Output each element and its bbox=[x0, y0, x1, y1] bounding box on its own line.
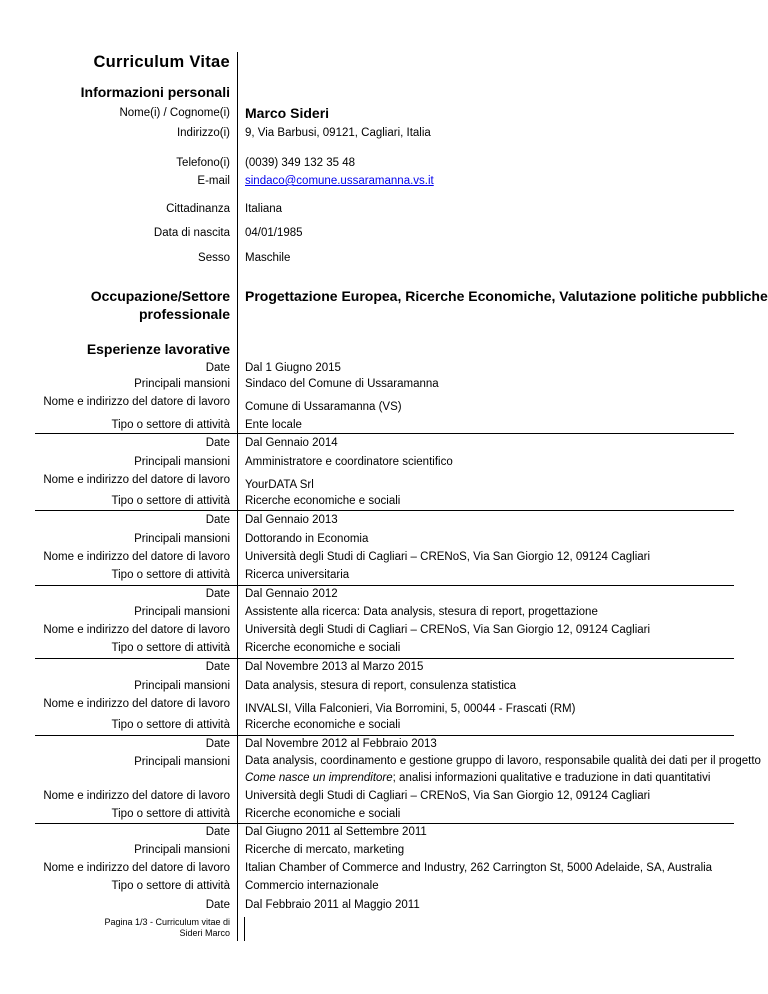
entry-divider bbox=[35, 585, 237, 586]
full-name: Marco Sideri bbox=[245, 105, 330, 121]
footer-divider bbox=[244, 917, 245, 941]
entry6-date: Dal Novembre 2012 al Febbraio 2013 bbox=[245, 738, 437, 750]
occupation-label bbox=[91, 287, 230, 323]
entry3-employer: Università degli Studi di Cagliari – CRENoS, Via San Giorgio 12, 09124 Cagliari bbox=[245, 551, 651, 563]
entry6-duties-line2-rest: ; analisi informazioni qualitative e traduzione in dati quantitativi bbox=[392, 772, 711, 784]
entry6-duties bbox=[245, 753, 761, 787]
entry-divider bbox=[238, 433, 734, 434]
entry5-employer: INVALSI, Villa Falconieri, Via Borromini, 5, 00044 - Frascati (RM) bbox=[245, 703, 576, 715]
sex-value: Maschile bbox=[245, 252, 291, 264]
entry6-duties-label: Principali mansioni bbox=[134, 756, 230, 768]
entry6-duties-line2 bbox=[245, 770, 761, 787]
entry6-sector-label: Tipo o settore di attività bbox=[111, 808, 230, 820]
entry4-date-label: Date bbox=[205, 588, 230, 600]
entry7-sector-label: Tipo o settore di attività bbox=[111, 880, 230, 892]
project-title: Come nasce un imprenditore bbox=[245, 772, 393, 784]
entry5-sector-label: Tipo o settore di attività bbox=[111, 719, 230, 731]
entry2-sector-label: Tipo o settore di attività bbox=[111, 495, 230, 507]
document-title: Curriculum Vitae bbox=[93, 53, 230, 71]
entry3-employer-label: Nome e indirizzo del datore di lavoro bbox=[43, 551, 230, 563]
entry-divider bbox=[35, 735, 237, 736]
entry1-sector-label: Tipo o settore di attività bbox=[111, 419, 230, 431]
entry6-employer: Università degli Studi di Cagliari – CRENoS, Via San Giorgio 12, 09124 Cagliari bbox=[245, 790, 651, 802]
occupation-label-line2: professionale bbox=[138, 306, 230, 322]
entry1-duties-label: Principali mansioni bbox=[134, 378, 230, 390]
entry2-employer: YourDATA Srl bbox=[245, 479, 314, 491]
citizenship-label: Cittadinanza bbox=[166, 203, 230, 215]
entry5-date-label: Date bbox=[205, 661, 230, 673]
phone-value: (0039) 349 132 35 48 bbox=[245, 157, 355, 169]
entry3-date-label: Date bbox=[205, 514, 230, 526]
phone-label: Telefono(i) bbox=[176, 157, 230, 169]
entry-divider bbox=[35, 823, 237, 824]
entry3-duties: Dottorando in Economia bbox=[245, 533, 369, 545]
citizenship-value: Italiana bbox=[245, 203, 283, 215]
entry3-sector: Ricerca universitaria bbox=[245, 569, 350, 581]
section-personal-info: Informazioni personali bbox=[80, 84, 230, 100]
entry-divider bbox=[238, 585, 734, 586]
entry7-sector: Commercio internazionale bbox=[245, 880, 379, 892]
entry1-employer: Comune di Ussaramanna (VS) bbox=[245, 401, 402, 413]
email-link[interactable]: sindaco@comune.ussaramanna.vs.it bbox=[245, 175, 434, 187]
entry4-duties: Assistente alla ricerca: Data analysis, stesura di report, progettazione bbox=[245, 606, 598, 618]
footer-line1: Pagina 1/3 - Curriculum vitae di bbox=[104, 917, 230, 927]
entry3-sector-label: Tipo o settore di attività bbox=[111, 569, 230, 581]
entry2-duties: Amministratore e coordinatore scientifico bbox=[245, 456, 453, 468]
entry4-employer: Università degli Studi di Cagliari – CRENoS, Via San Giorgio 12, 09124 Cagliari bbox=[245, 624, 651, 636]
entry6-employer-label: Nome e indirizzo del datore di lavoro bbox=[43, 790, 230, 802]
entry-divider bbox=[35, 510, 237, 511]
birth-value: 04/01/1985 bbox=[245, 227, 303, 239]
entry5-date: Dal Novembre 2013 al Marzo 2015 bbox=[245, 661, 424, 673]
entry6-duties-line1: Data analysis, coordinamento e gestione gruppo di lavoro, responsabile qualità dei dati per il progetto bbox=[245, 755, 761, 767]
address-value: 9, Via Barbusi, 09121, Cagliari, Italia bbox=[245, 127, 431, 139]
entry3-date: Dal Gennaio 2013 bbox=[245, 514, 338, 526]
entry8-date: Dal Febbraio 2011 al Maggio 2011 bbox=[245, 899, 420, 911]
entry-divider bbox=[238, 658, 734, 659]
page-footer bbox=[104, 917, 230, 939]
entry6-date-label: Date bbox=[205, 738, 230, 750]
entry5-duties-label: Principali mansioni bbox=[134, 680, 230, 692]
birth-label: Data di nascita bbox=[153, 227, 230, 239]
entry1-employer-label: Nome e indirizzo del datore di lavoro bbox=[43, 396, 230, 408]
email-label: E-mail bbox=[197, 175, 230, 187]
section-work-experience: Esperienze lavorative bbox=[86, 341, 230, 357]
entry5-employer-label: Nome e indirizzo del datore di lavoro bbox=[43, 698, 230, 710]
column-divider bbox=[237, 52, 238, 941]
entry5-sector: Ricerche economiche e sociali bbox=[245, 719, 401, 731]
entry2-date: Dal Gennaio 2014 bbox=[245, 437, 338, 449]
entry2-date-label: Date bbox=[205, 437, 230, 449]
occupation-label-line1: Occupazione/Settore bbox=[90, 288, 230, 304]
entry7-employer-label: Nome e indirizzo del datore di lavoro bbox=[43, 862, 230, 874]
footer-line2: Sideri Marco bbox=[179, 928, 230, 938]
entry3-duties-label: Principali mansioni bbox=[134, 533, 230, 545]
entry-divider bbox=[238, 510, 734, 511]
occupation-value: Progettazione Europea, Ricerche Economiche, Valutazione politiche pubbliche bbox=[245, 288, 768, 304]
entry1-duties: Sindaco del Comune di Ussaramanna bbox=[245, 378, 439, 390]
entry-divider bbox=[238, 735, 734, 736]
entry-divider bbox=[35, 658, 237, 659]
entry2-sector: Ricerche economiche e sociali bbox=[245, 495, 401, 507]
entry5-duties: Data analysis, stesura di report, consulenza statistica bbox=[245, 680, 517, 692]
entry8-date-label: Date bbox=[205, 899, 230, 911]
entry7-employer: Italian Chamber of Commerce and Industry, 262 Carrington St, 5000 Adelaide, SA, Australia bbox=[245, 862, 713, 874]
entry7-duties-label: Principali mansioni bbox=[134, 844, 230, 856]
entry2-duties-label: Principali mansioni bbox=[134, 456, 230, 468]
entry-divider bbox=[238, 823, 734, 824]
sex-label: Sesso bbox=[198, 252, 230, 264]
entry4-sector: Ricerche economiche e sociali bbox=[245, 642, 401, 654]
address-label: Indirizzo(i) bbox=[176, 127, 230, 139]
entry7-duties: Ricerche di mercato, marketing bbox=[245, 844, 405, 856]
entry1-date-label: Date bbox=[205, 362, 230, 374]
entry4-date: Dal Gennaio 2012 bbox=[245, 588, 338, 600]
entry4-employer-label: Nome e indirizzo del datore di lavoro bbox=[43, 624, 230, 636]
entry2-employer-label: Nome e indirizzo del datore di lavoro bbox=[43, 474, 230, 486]
entry7-date-label: Date bbox=[205, 826, 230, 838]
entry4-duties-label: Principali mansioni bbox=[134, 606, 230, 618]
entry1-date: Dal 1 Giugno 2015 bbox=[245, 362, 341, 374]
entry-divider bbox=[35, 433, 237, 434]
entry7-date: Dal Giugno 2011 al Settembre 2011 bbox=[245, 826, 427, 838]
entry4-sector-label: Tipo o settore di attività bbox=[111, 642, 230, 654]
entry6-sector: Ricerche economiche e sociali bbox=[245, 808, 401, 820]
entry1-sector: Ente locale bbox=[245, 419, 302, 431]
name-label: Nome(i) / Cognome(i) bbox=[119, 107, 230, 119]
